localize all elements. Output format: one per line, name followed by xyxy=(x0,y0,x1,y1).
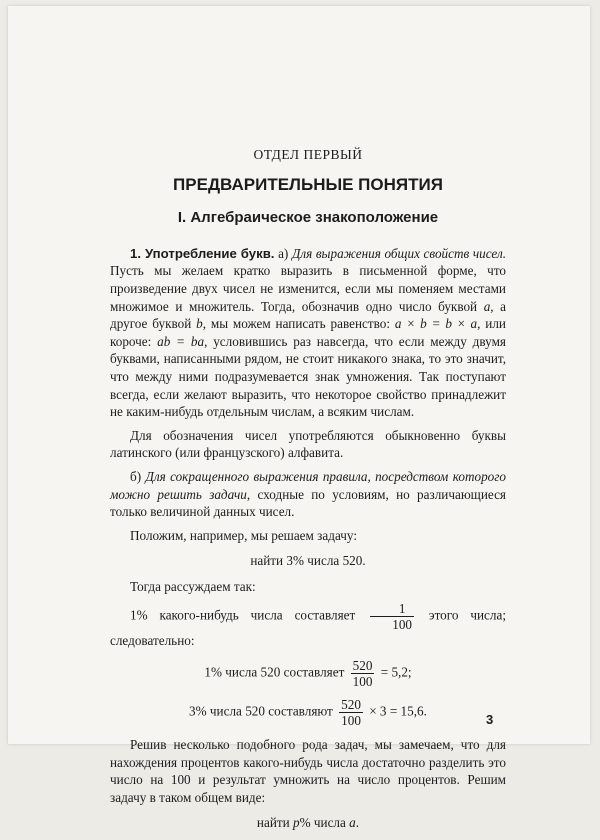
reasoning-line-1 xyxy=(110,601,506,650)
reasoning-line-2 xyxy=(110,658,506,689)
numerator: 1 xyxy=(370,601,414,617)
numerator: 520 xyxy=(341,697,361,713)
text-run: , сходные по условиям, но различающиеся только величиной данных чисел. xyxy=(110,486,506,520)
book-page xyxy=(8,6,590,831)
equation: a × b = b × a xyxy=(394,316,478,332)
variable-p: p xyxy=(293,815,300,831)
paragraph-rule xyxy=(110,468,506,521)
text-run: 1% числа 520 составляет xyxy=(204,664,345,680)
text-run: этого числа; следовательно: xyxy=(110,608,506,649)
page-number: 3 xyxy=(486,712,494,727)
general-task xyxy=(110,814,506,832)
task-statement: найти 3% числа 520. xyxy=(250,553,366,569)
reasoning-line-3 xyxy=(110,697,506,728)
variable-a: a xyxy=(483,298,491,314)
text-run: , мы можем написать равенство: xyxy=(202,316,395,332)
page-content xyxy=(110,146,506,840)
fraction xyxy=(370,601,414,632)
text-run: × 3 = 15,6. xyxy=(369,703,427,719)
text-run: , условившись раз навсегда, что если между двумя буквами, написанными рядом, не стоит никакого знака, то это значит, что между ними подразумевается знак умножения. Так поступают всегда, если желают выразить, что некоторое свойство принадлежит не каким-нибудь отдельным числам, а всяким числам. xyxy=(110,333,507,420)
equation: ab = ba xyxy=(157,333,205,349)
fraction xyxy=(351,658,375,689)
text-run: найти xyxy=(256,815,294,831)
text-run: . xyxy=(355,815,360,831)
variable-b: b xyxy=(196,316,203,332)
text-run: 3% числа 520 составляют xyxy=(189,703,333,719)
paragraph-alphabet: Для обозначения чисел употребляются обыкновенно буквы латинского (или французского) алфавита. xyxy=(110,427,506,461)
denominator: 100 xyxy=(392,617,412,633)
denominator: 100 xyxy=(352,674,373,690)
department-heading: ОТДЕЛ ПЕРВЫЙ xyxy=(253,147,363,162)
paragraph-lead: 1. Употребление букв. xyxy=(130,245,275,261)
variable-a: a xyxy=(349,815,356,831)
chapter-title: I. Алгебраическое знакоположение xyxy=(177,209,439,227)
numerator: 520 xyxy=(352,658,373,674)
text-run: 1% какого-нибудь числа составляет xyxy=(130,608,356,623)
text-run: , или короче: xyxy=(110,316,506,349)
text-run: Пусть мы желаем кратко выразить в письменной форме, что произведение двух чисел не изменится, если мы поменяем местами множимое и множитель. Тогда, обозначив одно число буквой xyxy=(110,263,506,314)
paragraph-reasoning: Тогда рассуждаем так: xyxy=(130,578,256,594)
denominator: 100 xyxy=(341,713,361,729)
paragraph-generalization: Решив несколько подобного рода задач, мы замечаем, что для нахождения процентов какого-нибудь числа достаточно разделить это число на 100 и результат умножить на число процентов. Решим задачу в таком общем виде: xyxy=(110,737,506,805)
text-run: % числа xyxy=(299,815,350,831)
item-marker: а) xyxy=(274,245,292,261)
paragraph-letters-usage xyxy=(110,245,506,421)
fraction xyxy=(339,697,363,728)
text-run: , а другое буквой xyxy=(110,298,506,332)
section-title: ПРЕДВАРИТЕЛЬНЫЕ ПОНЯТИЯ xyxy=(173,174,443,194)
paragraph-example: Положим, например, мы решаем задачу: xyxy=(130,527,357,543)
italic-phrase: Для выражения общих свойств чисел. xyxy=(291,245,506,261)
text-run: = 5,2; xyxy=(380,664,412,680)
item-marker: б) xyxy=(130,468,146,484)
italic-phrase: Для сокращенного выражения правила, посредством которого можно решить задачи xyxy=(110,468,506,502)
